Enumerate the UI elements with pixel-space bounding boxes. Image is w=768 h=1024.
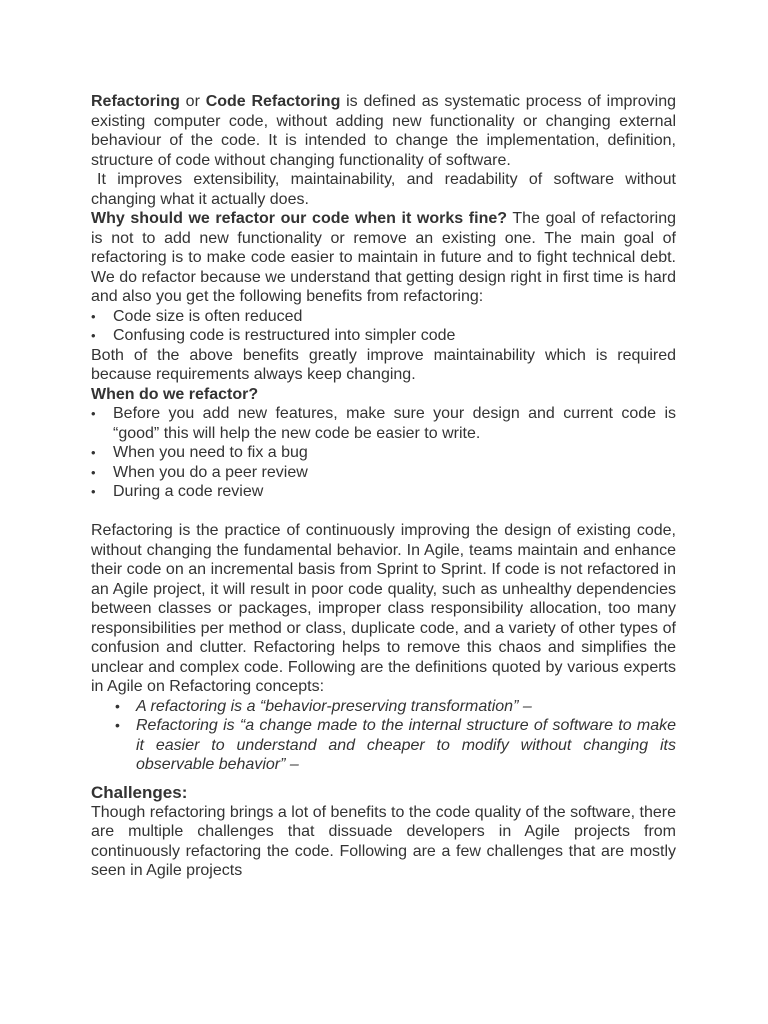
term-code-refactoring: Code Refactoring xyxy=(205,93,341,110)
list-item: • Before you add new features, make sure your design and current code is “good” this will help the new code be easier to write. xyxy=(91,404,676,443)
quotes-list xyxy=(115,697,676,775)
benefits-summary: Both of the above benefits greatly improve maintainability which is required because requirements always keep changing. xyxy=(91,346,676,383)
challenges-paragraph: Though refactoring brings a lot of benefits to the code quality of the software, there are multiple challenges that dissuade developers in Agile projects from continuously refactoring the code. Following are a few challenges that are mostly seen in Agile projects xyxy=(91,803,676,879)
intro-paragraph xyxy=(91,92,676,170)
intro-or: or xyxy=(179,93,206,110)
blank-line xyxy=(91,502,676,522)
when-heading-text: When do we refactor? xyxy=(91,385,259,403)
list-item: • When you need to fix a bug xyxy=(91,443,676,463)
benefits-list xyxy=(91,307,676,346)
why-question: Why should we refactor our code when it works fine? xyxy=(91,210,508,227)
document-body xyxy=(91,92,676,881)
term-refactoring: Refactoring xyxy=(91,93,180,110)
challenges-heading: Challenges: xyxy=(91,782,188,802)
quote-item: • Refactoring is “a change made to the internal structure of software to make it easier to understand and cheaper to modify without changing its observable behavior” – xyxy=(115,716,676,775)
list-item: • When you do a peer review xyxy=(91,463,676,483)
why-paragraph xyxy=(91,209,676,307)
list-item: • Code size is often reduced xyxy=(91,307,676,327)
why-answer: The goal of refactoring is not to add new functionality or remove an existing one. The main goal of refactoring is to make code easier to maintain in future and to fight technical debt. We do refactor because we understand that getting design right in first time is hard and also you get the following benefits from refactoring: xyxy=(91,210,677,305)
when-heading xyxy=(91,385,676,405)
practice-paragraph: Refactoring is the practice of continuously improving the design of existing code, without changing the fundamental behavior. In Agile, teams maintain and enhance their code on an incremental basis from Sprint to Sprint. If code is not refactored in an Agile project, it will result in poor code quality, such as unhealthy dependencies between classes or packages, improper class responsibility allocation, too many responsibilities per method or class, duplicate code, and a variety of other types of confusion and clutter. Refactoring helps to remove this chaos and simplifies the unclear and complex code. Following are the definitions quoted by various experts in Agile on Refactoring concepts: xyxy=(91,522,676,695)
quote-item: • A refactoring is a “behavior-preserving transformation” – xyxy=(115,697,676,717)
improves-paragraph: It improves extensibility, maintainability, and readability of software without changing what it actually does. xyxy=(91,171,676,208)
list-item: • Confusing code is restructured into simpler code xyxy=(91,326,676,346)
when-list xyxy=(91,404,676,502)
list-item: • During a code review xyxy=(91,482,676,502)
intro-definition: is defined as systematic process of improving existing computer code, without adding new functionality or changing external behaviour of the code. It is intended to change the implementation, definition, structure of code without changing functionality of software. xyxy=(91,93,677,169)
